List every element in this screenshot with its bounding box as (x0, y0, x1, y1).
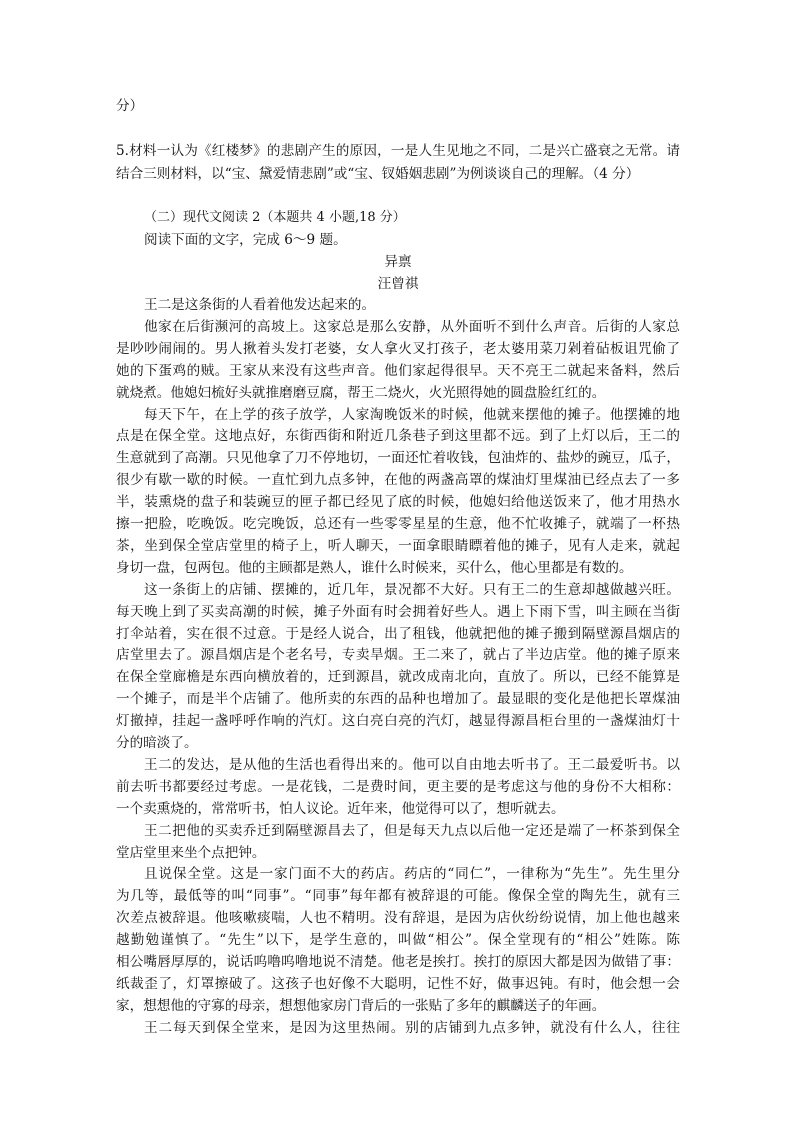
body-text-line: 擦一把脸，吃晚饭。吃完晚饭，总还有一些零零星星的生意，他不忙收摊子，就端了一杯热 (116, 516, 680, 532)
body-text-line: 这一条街上的店铺、摆摊的，近几年，景况都不大好。只有王二的生意却越做越兴旺。 (144, 581, 680, 598)
reading-instruction: 阅读下面的文字，完成 6～9 题。 (144, 232, 347, 248)
body-text-line: 纸裁歪了，灯罩擦破了。这孩子也好像不大聪明，记性不好，做事迟钝。有时，他会想一会 (116, 975, 680, 992)
body-text-line: 是吵吵闹闹的。男人揪着头发打老婆，女人拿火叉打孩子，老太婆用菜刀剁着砧板诅咒偷了 (116, 340, 680, 357)
body-text-line: 他家在后街濒河的高坡上。这家总是那么安静，从外面听不到什么声音。后街的人家总 (144, 318, 680, 335)
body-text-line: 王二把他的买卖乔迁到隔壁源昌去了，但是每天九点以后他一定还是端了一杯茶到保全 (144, 822, 680, 839)
body-text-line: 她的下蛋鸡的贼。王家从来没有这些声音。他们家起得很早。天不亮王二就起来备料，然后 (116, 362, 680, 379)
body-text-line: 一个摊子，而是半个店铺了。他所卖的东西的品种也增加了。最显眼的变化是他把长罩煤油 (116, 691, 680, 708)
body-text-line: 在保全堂廊檐是东西向横放着的，迁到源昌，就改成南北向，直放了。所以，已经不能算是 (116, 669, 680, 686)
body-text-line: 每天晚上到了买卖高潮的时候，摊子外面有时会拥着好些人。遇上下雨下雪，叫主顾在当街 (116, 603, 680, 620)
body-text-line: 店堂里去了。源昌烟店是个老名号，专卖旱烟。王二来了，就占了半边店堂。他的摊子原来 (116, 647, 680, 664)
body-text-line: 王二的发达，是从他的生活也看得出来的。他可以自由地去听书了。王二最爱听书。以 (144, 756, 680, 773)
body-text-line: 一个卖熏烧的，常常听书，怕人议论。近年来，他觉得可以了，想听就去。 (116, 800, 565, 817)
body-text-line: 打伞站着，实在很不过意。于是经人说合，出了租钱，他就把他的摊子搬到隔壁源昌烟店的 (116, 625, 680, 642)
body-text-line: 且说保全堂。这是一家门面不大的药店。药店的“同仁”，一律称为“先生”。先生里分 (144, 866, 680, 883)
section-heading: （二）现代文阅读 2（本题共 4 小题,18 分） (144, 210, 406, 225)
body-text-line: 点是在保全堂。这地点好，东街西街和附近几条巷子到这里都不远。到了上灯以后，王二的 (116, 428, 680, 445)
body-text-line: 生意就到了高潮。只见他拿了刀不停地切，一面还忙着收钱，包油炸的、盐炒的豌豆，瓜子， (116, 450, 680, 467)
body-text-line: 次差点被辞退。他咳嗽痰喘，人也不精明。没有辞退，是因为店伙纷纷说情，加上他也越来 (116, 910, 680, 927)
body-text-line: 相公嘴唇厚厚的，说话呜噜呜噜地说不清楚。他老是挨打。挨打的原因大都是因为做错了事： (116, 954, 680, 970)
body-text-line: 堂店堂里来坐个点把钟。 (116, 844, 266, 861)
body-text-line: 很少有歇一歇的时候。一直忙到九点多钟，在他的两盏高罩的煤油灯里煤油已经点去了一多 (116, 472, 680, 489)
body-text-line: 身切一盘，包两包。他的主顾都是熟人，谁什么时候来，买什么，他心里都是有数的。 (116, 559, 633, 576)
previous-question-fragment: 分） (116, 98, 144, 114)
body-text-line: 每天下午，在上学的孩子放学，人家淘晚饭米的时候，他就来摆他的摊子。他摆摊的地 (144, 406, 680, 423)
body-text-line: 灯撤掉，挂起一盏呼呼作响的汽灯。这白亮白亮的汽灯，越显得源昌柜台里的一盏煤油灯十 (116, 713, 680, 730)
body-text-line: 就烧煮。他媳妇梳好头就推磨磨豆腐，帮王二烧火，火光照得她的圆盘脸红红的。 (116, 384, 606, 401)
body-text-line: 王二是这条街的人看着他发达起来的。 (144, 297, 376, 313)
body-text-line: 王二每天到保全堂来，是因为这里热闹。别的店铺到九点多钟，就没有什么人，往往 (144, 1019, 680, 1036)
body-text-line: 半，装熏烧的盘子和装豌豆的匣子都已经见了底的时候，他媳妇给他送饭来了，他才用热水 (116, 494, 680, 511)
question-5-line-2: 结合三则材料，以“宝、黛爱情悲剧”或“宝、钗婚姻悲剧”为例谈谈自己的理解。（4 分） (116, 166, 640, 182)
question-5-line-1: 5.材料一认为《红楼梦》的悲剧产生的原因，一是人生见地之不同，二是兴亡盛衰之无常。请 (116, 143, 680, 159)
article-author: 汪曾祺 (377, 276, 419, 292)
body-text-line: 为几等，最低等的叫“同事”。“同事”每年都有被辞退的可能。像保全堂的陶先生，就有三 (116, 888, 680, 905)
body-text-line: 家，想想他的守寡的母亲，想想他家房门背后的一张贴了多年的麒麟送子的年画。 (116, 997, 606, 1014)
body-text-line: 越勤勉谨慎了。“先生”以下，是学生意的，叫做“相公”。保全堂现有的“相公”姓陈。陈 (116, 932, 680, 949)
body-text-line: 前去听书都要经过考虑。一是花钱，二是费时间，更主要的是考虑这与他的身份不大相称： (116, 778, 680, 795)
body-text-line: 分的暗淡了。 (116, 735, 198, 751)
article-title: 异禀 (384, 254, 412, 270)
body-text-line: 茶，坐到保全堂店堂里的椅子上，听人聊天，一面拿眼睛瞟着他的摊子，见有人走来，就起 (116, 537, 680, 554)
